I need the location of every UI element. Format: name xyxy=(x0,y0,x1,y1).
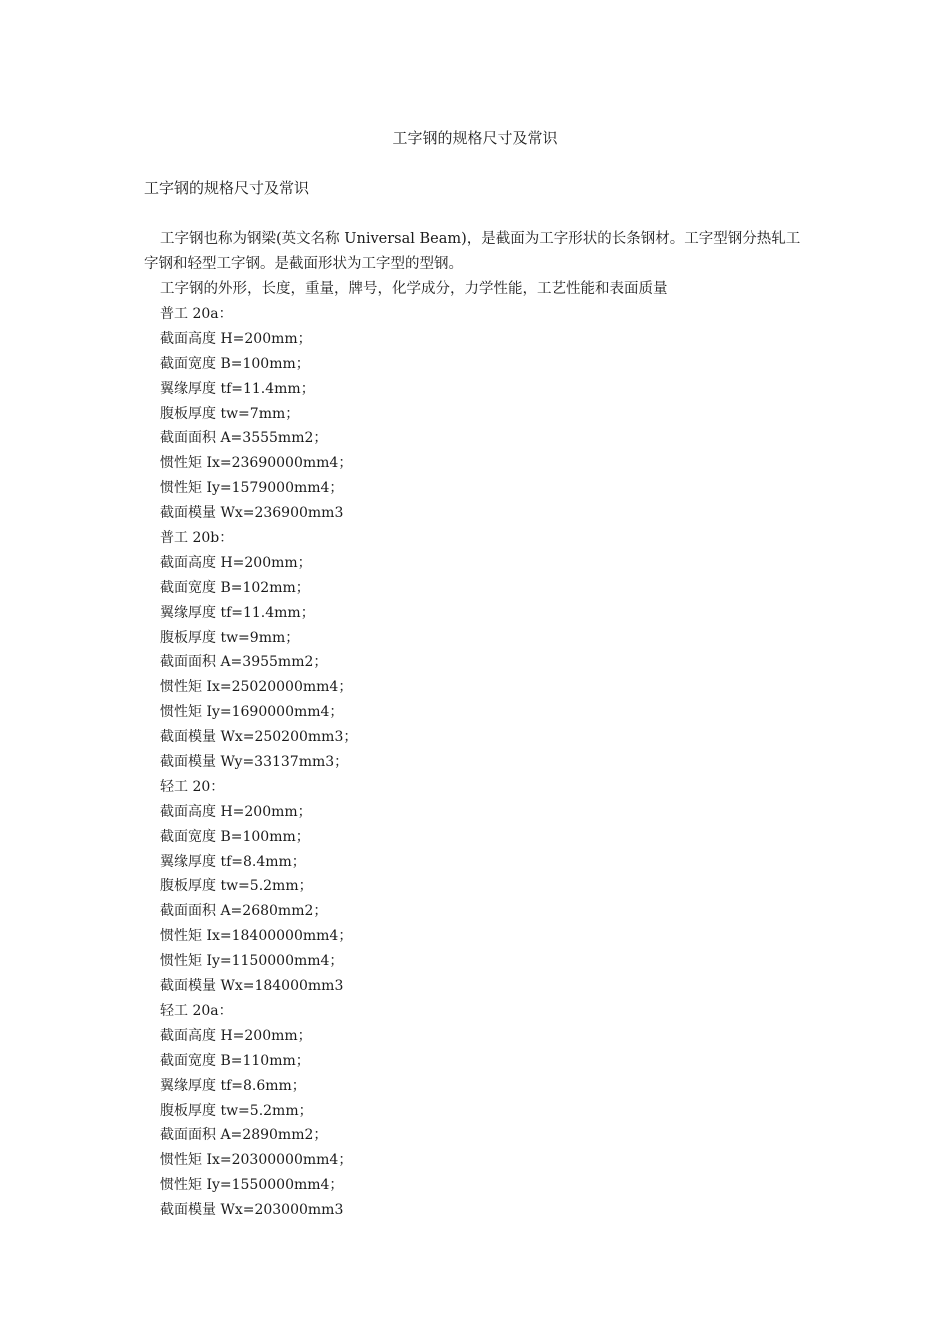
spec-line: 翼缘厚度 tf=8.4mm； xyxy=(160,853,306,870)
spec-line: 截面高度 H=200mm； xyxy=(160,330,312,347)
spec-line: 惯性矩 Iy=1150000mm4； xyxy=(160,953,344,970)
spec-line: 普工 20b： xyxy=(160,530,234,547)
spec-line: 截面高度 H=200mm； xyxy=(160,554,312,571)
spec-line: 惯性矩 Iy=1550000mm4； xyxy=(160,1177,344,1194)
document-subtitle: 工字钢的规格尺寸及常识 xyxy=(144,179,310,197)
spec-line: 腹板厚度 tw=5.2mm； xyxy=(160,1102,313,1119)
spec-line: 翼缘厚度 tf=11.4mm； xyxy=(160,380,315,397)
spec-line: 普工 20a： xyxy=(160,306,233,322)
spec-line: 腹板厚度 tw=5.2mm； xyxy=(160,878,313,895)
spec-line: 截面模量 Wx=236900mm3 xyxy=(160,505,344,522)
spec-line: 截面宽度 B=110mm； xyxy=(160,1052,310,1069)
spec-list xyxy=(160,302,357,1223)
outline-paragraph: 工字钢的外形，长度，重量，牌号，化学成分，力学性能，工艺性能和表面质量 xyxy=(160,281,668,297)
spec-line: 截面面积 A=3955mm2； xyxy=(160,654,328,671)
spec-line: 截面宽度 B=100mm； xyxy=(160,828,310,845)
spec-line: 截面面积 A=3555mm2； xyxy=(160,430,328,447)
spec-line: 截面宽度 B=102mm； xyxy=(160,579,310,596)
spec-line: 惯性矩 Iy=1579000mm4； xyxy=(160,480,344,497)
spec-line: 腹板厚度 tw=9mm； xyxy=(160,629,300,646)
spec-line: 截面模量 Wx=203000mm3 xyxy=(160,1202,344,1219)
spec-line: 惯性矩 Ix=23690000mm4； xyxy=(160,455,353,472)
document-title: 工字钢的规格尺寸及常识 xyxy=(392,129,558,147)
spec-line: 惯性矩 Ix=18400000mm4； xyxy=(160,928,353,945)
spec-line: 截面模量 Wy=33137mm3； xyxy=(160,754,349,771)
spec-line: 截面面积 A=2680mm2； xyxy=(160,903,328,920)
spec-line: 截面宽度 B=100mm； xyxy=(160,355,310,372)
spec-line: 惯性矩 Iy=1690000mm4； xyxy=(160,704,344,721)
spec-line: 截面面积 A=2890mm2； xyxy=(160,1127,328,1144)
spec-line: 截面高度 H=200mm； xyxy=(160,1027,312,1044)
spec-line: 惯性矩 Ix=25020000mm4； xyxy=(160,679,353,696)
spec-line: 翼缘厚度 tf=8.6mm； xyxy=(160,1077,306,1094)
spec-line: 截面模量 Wx=250200mm3； xyxy=(160,729,358,746)
spec-line: 轻工 20a： xyxy=(160,1002,233,1019)
spec-line: 轻工 20： xyxy=(160,778,225,795)
intro-paragraph: 工字钢也称为钢梁(英文名称 Universal Beam)，是截面为工字形状的长条钢材。工字型钢分热轧工字钢和轻型工字钢。是截面形状为工字型的型钢。 xyxy=(144,231,801,272)
spec-line: 截面高度 H=200mm； xyxy=(160,803,312,820)
spec-line: 截面模量 Wx=184000mm3 xyxy=(160,978,344,995)
spec-line: 翼缘厚度 tf=11.4mm； xyxy=(160,604,315,621)
spec-line: 惯性矩 Ix=20300000mm4； xyxy=(160,1152,353,1169)
spec-line: 腹板厚度 tw=7mm； xyxy=(160,405,300,422)
